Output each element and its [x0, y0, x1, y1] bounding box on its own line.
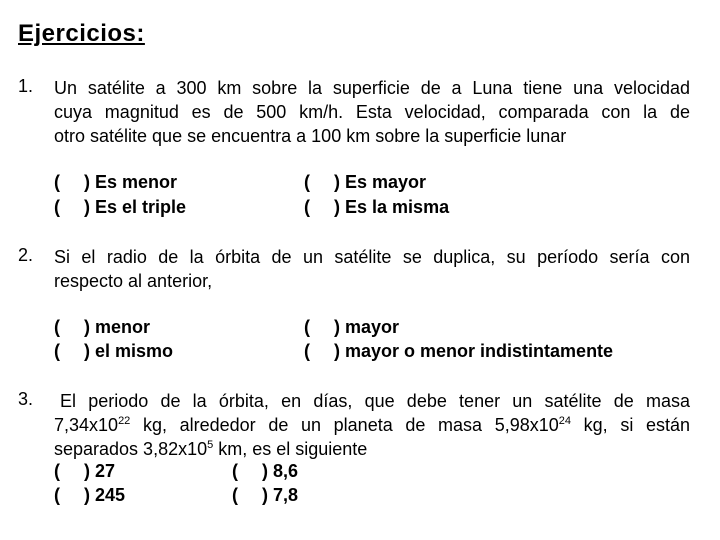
q3-option-a[interactable]: ( ) 27	[54, 461, 116, 481]
q1-option-d[interactable]: ( ) Es la misma	[304, 197, 450, 217]
question-3-number: 3.	[18, 389, 34, 409]
q1-option-a[interactable]: ( ) Es menor	[54, 172, 178, 192]
question-1-line: cuya magnitud es de 500 km/h. Esta velocidad, comparada con la de	[54, 102, 690, 122]
q2-option-b[interactable]: ( ) mayor	[304, 317, 400, 337]
q2-option-d-label: mayor o menor indistintamente	[345, 341, 614, 361]
q1-option-d-label: Es la misma	[345, 197, 450, 217]
q1-option-a-label: Es menor	[95, 172, 178, 192]
q3-option-c-label: 245	[95, 485, 126, 505]
question-1-line: otro satélite que se encuentra a 100 km sobre la superficie lunar	[54, 126, 567, 146]
question-3-line: separados $3,82x10^5$ km, es el siguiente	[54, 439, 368, 459]
question-2-line: Si el radio de la órbita de un satélite se duplica, su período sería con	[54, 247, 690, 267]
q3-option-c[interactable]: ( ) 245	[54, 485, 126, 505]
q3-option-a-label: 27	[95, 461, 116, 481]
q3-option-b[interactable]: ( ) 8,6	[232, 461, 299, 481]
q2-option-a[interactable]: ( ) menor	[54, 317, 151, 337]
question-1-line: Un satélite a 300 km sobre la superficie de a Luna tiene una velocidad	[54, 78, 690, 98]
q2-option-a-label: menor	[95, 317, 151, 337]
question-2-line: respecto al anterior,	[54, 271, 213, 291]
question-2-number: 2.	[18, 245, 34, 265]
q1-option-b[interactable]: ( ) Es mayor	[304, 172, 427, 192]
q1-option-b-label: Es mayor	[345, 172, 427, 192]
question-1-number: 1.	[18, 76, 34, 96]
question-1-text	[54, 76, 690, 148]
q2-option-b-label: mayor	[345, 317, 400, 337]
q3-option-d[interactable]: ( ) 7,8	[232, 485, 299, 505]
q1-option-c-label: Es el triple	[95, 197, 187, 217]
page-title: Ejercicios:	[18, 20, 145, 47]
q3-option-d-label: 7,8	[273, 485, 299, 505]
q2-option-c[interactable]: ( ) el mismo	[54, 341, 174, 361]
q1-option-c[interactable]: ( ) Es el triple	[54, 197, 187, 217]
question-3-line: $7,34x10^{22}$ kg, alrededor de un planeta de masa $5,98x10^{24}$ kg, si están	[54, 415, 691, 435]
question-2-text	[54, 245, 690, 293]
q3-option-b-label: 8,6	[273, 461, 299, 481]
q2-option-d[interactable]: ( ) mayor o menor indistintamente	[304, 341, 614, 361]
question-3-text	[54, 389, 690, 461]
q2-option-c-label: el mismo	[95, 341, 174, 361]
question-3-line: El periodo de la órbita, en días, que debe tener un satélite de masa	[60, 391, 690, 411]
